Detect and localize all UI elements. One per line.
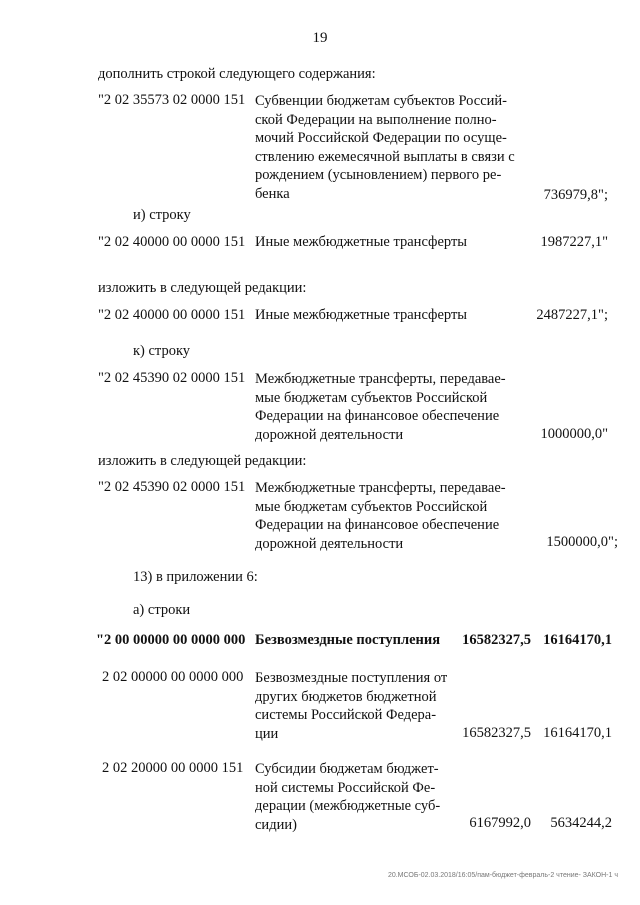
row-220-code: 2 02 20000 00 0000 151 <box>102 760 244 776</box>
row-45390-old-code: "2 02 45390 02 0000 151 <box>98 370 246 386</box>
desc-line: Федерации на финансовое обеспечение <box>255 408 500 425</box>
item-a-text: а) строки <box>133 602 191 618</box>
desc-line: мочий Российской Федерации по осуще- <box>255 130 507 147</box>
row-40000-new-code: "2 02 40000 00 0000 151 <box>98 307 246 323</box>
row-bold-value-1: 16582327,5 <box>462 632 531 648</box>
row-220-value-1: 6167992,0 <box>469 815 531 831</box>
desc-line: ной системы Российской Фе- <box>255 779 436 796</box>
desc-line: системы Российской Федера- <box>255 707 437 724</box>
row-202-value-1: 16582327,5 <box>462 725 531 741</box>
desc-line: сидии) <box>255 816 297 833</box>
desc-line: Межбюджетные трансферты, передавае- <box>255 480 506 496</box>
row-45390-new-value: 1500000,0"; <box>546 534 618 550</box>
edit-2-text: изложить в следующей редакции: <box>98 453 307 469</box>
row-45390-old-value: 1000000,0" <box>540 426 608 442</box>
desc-line: дорожной деятельности <box>255 426 404 443</box>
row-220-value-2: 5634244,2 <box>550 815 612 831</box>
item-i-text: и) строку <box>133 207 191 223</box>
desc-line: дерации (межбюджетные суб- <box>255 798 441 815</box>
row-202-code: 2 02 00000 00 0000 000 <box>102 669 244 685</box>
desc-line: ской Федерации на выполнение полно- <box>255 111 497 128</box>
desc-line: других бюджетов бюджетной <box>255 688 437 705</box>
row-bold-desc: Безвозмездные поступления <box>255 632 441 648</box>
edit-1-text: изложить в следующей редакции: <box>98 280 307 296</box>
desc-line: мые бюджетам субъектов Российской <box>255 498 488 515</box>
row-40000-new-desc: Иные межбюджетные трансферты <box>255 307 468 323</box>
row-bold-code: "2 00 00000 00 0000 000 <box>96 632 246 648</box>
footer-file-id: 20.МСОБ-02.03.2018/16:05/пам-бюджет-февраль-2 чтение- ЗАКОН-1 ч <box>387 872 618 879</box>
desc-line: ции <box>255 725 279 742</box>
desc-line: Межбюджетные трансферты, передавае- <box>255 371 506 387</box>
intro-add-text: дополнить строкой следующего содержания: <box>98 66 376 82</box>
row-35573-value: 736979,8"; <box>543 187 608 203</box>
row-35573-desc <box>255 92 525 204</box>
item-k-text: к) строку <box>133 343 191 359</box>
desc-line: Субвенции бюджетам субъектов Россий- <box>255 93 507 109</box>
row-40000-old-desc: Иные межбюджетные трансферты <box>255 234 468 250</box>
desc-line: дорожной деятельности <box>255 535 404 552</box>
row-40000-new-value: 2487227,1"; <box>536 307 608 323</box>
row-45390-new-code: "2 02 45390 02 0000 151 <box>98 479 246 495</box>
row-45390-new-desc <box>255 479 525 553</box>
desc-line: бенка <box>255 185 290 202</box>
row-40000-old-code: "2 02 40000 00 0000 151 <box>98 234 246 250</box>
row-35573-code: "2 02 35573 02 0000 151 <box>98 92 246 108</box>
row-bold-value-2: 16164170,1 <box>543 632 612 648</box>
row-40000-old-value: 1987227,1" <box>540 234 608 250</box>
row-202-desc <box>255 669 451 743</box>
row-202-value-2: 16164170,1 <box>543 725 612 741</box>
desc-line: Субсидии бюджетам бюджет- <box>255 761 439 777</box>
row-220-desc <box>255 760 451 834</box>
desc-line: Федерации на финансовое обеспечение <box>255 517 500 534</box>
desc-line: Безвозмездные поступления от <box>255 670 448 686</box>
desc-line: рождением (усыновлением) первого ре- <box>255 167 502 184</box>
desc-line: ствлению ежемесячной выплаты в связи с <box>255 148 515 165</box>
page-number: 19 <box>312 30 328 46</box>
item-13-text: 13) в приложении 6: <box>133 569 258 585</box>
row-45390-old-desc <box>255 370 525 444</box>
desc-line: мые бюджетам субъектов Российской <box>255 389 488 406</box>
